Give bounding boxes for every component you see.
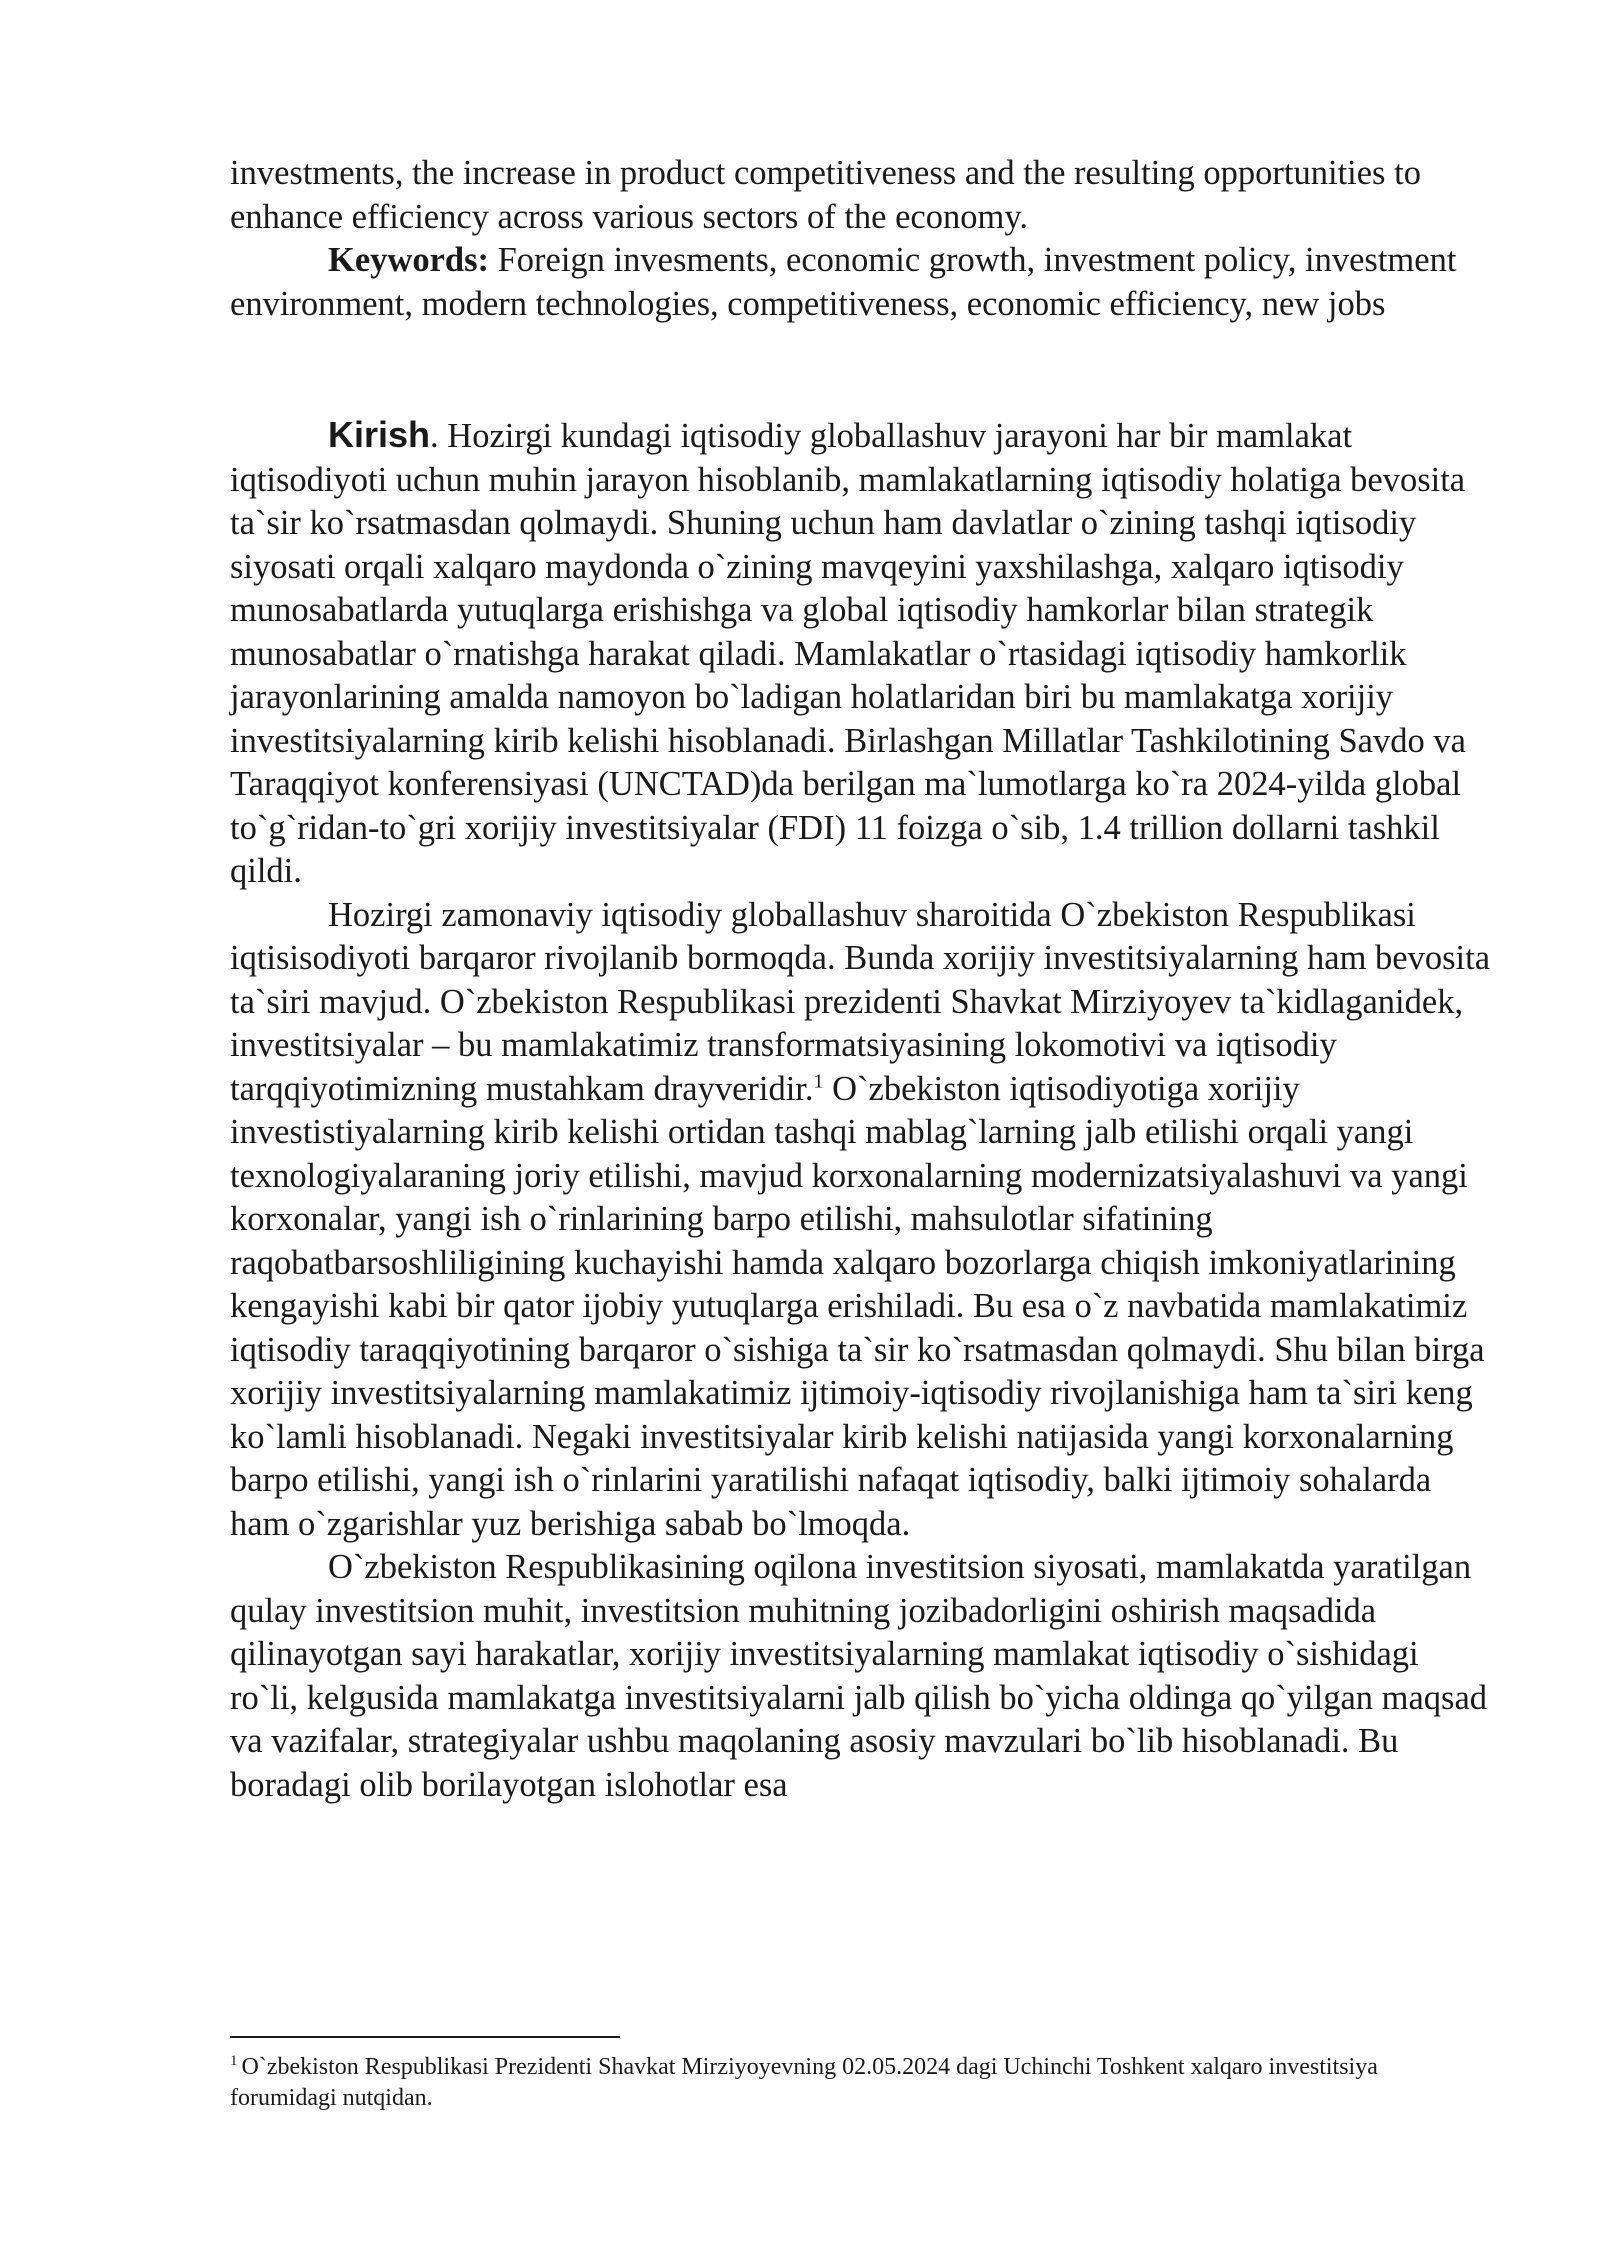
intro-paragraph-2-text-b: O`zbekiston iqtisodiyotiga xorijiy investistiyalarning kirib kelishi ortidan tashqi mablag`larning jalb etilishi orqali yangi texnologiyalaraning joriy etilishi, mavjud korxonalarning modernizatsiyalashuvi va yangi korxonalar, yangi ish o`rinlarining barpo etilishi, mahsulotlar sifatining raqobatbarsoshliligining kuchayishi hamda xalqaro bozorlarga chiqish imkoniyatlarining kengayishi kabi bir qator ijobiy yutuqlarga erishiladi. Bu esa o`z navbatida mamlakatimiz iqtisodiy taraqqiyotining barqaror o`sishiga ta`sir ko`rsatmasdan qolmaydi. Shu bilan birga xorijiy investitsiyalarning mamlakatimiz ijtimoiy-iqtisodiy rivojlanishiga ham ta`siri keng ko`lamli hisoblanadi. Negaki investitsiyalar kirib kelishi natijasida yangi korxonalarning barpo etilishi, yangi ish o`rinlarini yaratilishi nafaqat iqtisodiy, balki ijtimoiy sohalarda ham o`zgarishlar yuz berishiga sabab bo`lmoqda. (230, 1069, 1485, 1543)
body-text (230, 152, 1490, 1807)
intro-paragraph-2-text-a: Hozirgi zamonaviy iqtisodiy globallashuv sharoitida O`zbekiston Respublikasi iqtisisodiyoti barqaror rivojlanib bormoqda. Bunda xorijiy investitsiyalarning ham bevosita ta`siri mavjud. O`zbekiston Respublikasi prezidenti Shavkat Mirziyoyev ta`kidlaganidek, investitsiyalar – bu mamlakatimiz transformatsiyasining lokomotivi va iqtisodiy tarqqiyotimizning mustahkam drayveridir. (230, 895, 1491, 1108)
footnote-number: 1 (230, 2053, 238, 2069)
footnote (230, 2052, 1430, 2114)
intro-paragraph-1 (230, 413, 1490, 894)
keywords-text: Foreign invesments, economic growth, investment policy, investment environment, modern technologies, competitiveness, economic efficiency, new jobs (230, 241, 1457, 323)
intro-paragraph-1-text: Hozirgi kundagi iqtisodiy globallashuv jarayoni har bir mamlakat iqtisodiyoti uchun muhin jarayon hisoblanib, mamlakatlarning iqtisodiy holatiga bevosita ta`sir ko`rsatmasdan qolmaydi. Shuning uchun ham davlatlar o`zining tashqi iqtisodiy siyosati orqali xalqaro maydonda o`zining mavqeyini yaxshilashga, xalqaro iqtisodiy munosabatlarda yutuqlarga erishishga va global iqtisodiy hamkorlar bilan strategik munosabatlar o`rnatishga harakat qiladi. Mamlakatlar o`rtasidagi iqtisodiy hamkorlik jarayonlarining amalda namoyon bo`ladigan holatlaridan biri bu mamlakatga xorijiy investitsiyalarning kirib kelishi hisoblanadi. Birlashgan Millatlar Tashkilotining Savdo va Taraqqiyot konferensiyasi (UNCTAD)da berilgan ma`lumotlarga ko`ra 2024-yilda global to`g`ridan-to`gri xorijiy investitsiyalar (FDI) 11 foizga o`sib, 1.4 trillion dollarni tashkil qildi. (230, 417, 1466, 890)
footnote-reference[interactable]: 1 (813, 1070, 824, 1092)
keywords-label: Keywords: (328, 241, 489, 279)
footnote-divider (230, 2036, 620, 2038)
section-gap (230, 326, 1490, 413)
heading-punct: . (430, 417, 448, 455)
keywords-paragraph (230, 239, 1490, 326)
footnote-text: O`zbekiston Respublikasi Prezidenti Shavkat Mirziyoyevning 02.05.2024 dagi Uchinchi Toshkent xalqaro investitsiya forumidagi nutqidan. (230, 2054, 1378, 2111)
intro-paragraph-3: O`zbekiston Respublikasining oqilona investitsion siyosati, mamlakatda yaratilgan qulay investitsion muhit, investitsion muhitning jozibadorligini oshirish maqsadida qilinayotgan sayi harakatlar, xorijiy investitsiyalarning mamlakat iqtisodiy o`sishidagi ro`li, kelgusida mamlakatga investitsiyalarni jalb qilish bo`yicha oldinga qo`yilgan maqsad va vazifalar, strategiyalar ushbu maqolaning asosiy mavzulari bo`lib hisoblanadi. Bu boradagi olib borilayotgan islohotlar esa (230, 1548, 1488, 1804)
abstract-continuation: investments, the increase in product competitiveness and the resulting opportunities to enhance efficiency across various sectors of the economy. (230, 154, 1421, 236)
intro-paragraph-2 (230, 894, 1490, 1547)
section-heading: Kirish (328, 414, 431, 455)
